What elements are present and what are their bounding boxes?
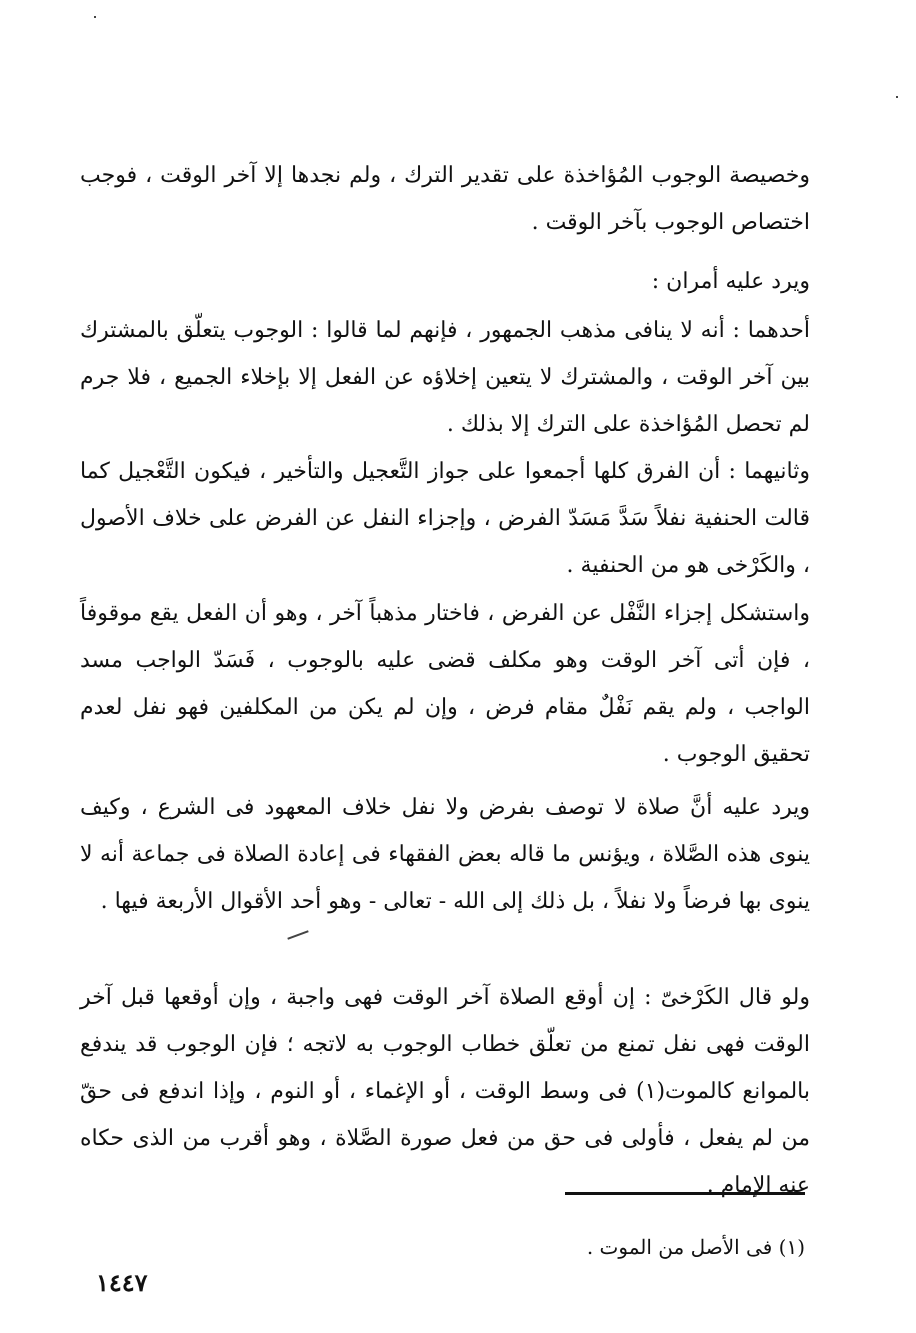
paragraph-4: وثانيهما : أن الفرق كلها أجمعوا على جواز التَّعجيل والتأخير ، فيكون التَّعْجيل كما قالت الحنفية نفلاً سَدَّ مَسَدّ الفرض ، وإجزاء النفل عن الفرض على خلاف الأصول ، والكَرْخى هو من الحنفية .	[80, 459, 811, 578]
footnote-divider	[565, 1192, 805, 1195]
scan-speck	[94, 16, 96, 18]
paragraph-3: أحدهما : أنه لا ينافى مذهب الجمهور ، فإنهم لما قالوا : الوجوب يتعلّق بالمشترك بين آخر الوقت ، والمشترك لا يتعين إخلاؤه عن الفعل إلا بإخلاء الجميع ، فلا جرم لم تحصل المُؤاخذة على الترك إلا بذلك .	[80, 318, 810, 437]
footnote: (١) فى الأصل من الموت .	[586, 1235, 805, 1259]
scan-stroke	[287, 930, 308, 939]
paragraph-2: ويرد عليه أمران :	[651, 269, 810, 294]
paragraph-7: ولو قال الكَرْخىّ : إن أوقع الصلاة آخر الوقت فهى واجبة ، وإن أوقعها قبل آخر الوقت فهى نفل تمنع من تعلّق خطاب الوجوب به لاتجه ؛ فإن الوجوب قد يندفع بالموانع كالموت(١) فى وسط الوقت ، أو الإغماء ، أو النوم ، وإذا اندفع فى حقّ من لم يفعل ، فأولى فى حق من فعل صورة الصَّلاة ، وهو أقرب من الذى حكاه عنه الإمام .	[80, 985, 810, 1198]
page-number: ١٤٤٧	[96, 1268, 148, 1297]
scan-speck	[896, 96, 898, 98]
paragraph-1: وخصيصة الوجوب المُؤاخذة على تقدير الترك ، ولم نجدها إلا آخر الوقت ، فوجب اختصاص الوجوب بآخر الوقت .	[80, 163, 810, 235]
paragraph-6: ويرد عليه أنَّ صلاة لا توصف بفرض ولا نفل خلاف المعهود فى الشرع ، وكيف ينوى هذه الصَّلاة ، ويؤنس ما قاله بعض الفقهاء فى إعادة الصلاة فى جماعة أنه لا ينوى بها فرضاً ولا نفلاً ، بل ذلك إلى الله - تعالى - وهو أحد الأقوال الأربعة فيها .	[80, 795, 810, 914]
paragraph-5: واستشكل إجزاء النَّفْل عن الفرض ، فاختار مذهباً آخر ، وهو أن الفعل يقع موقوفاً ، فإن أتى آخر الوقت وهو مكلف قضى عليه بالوجوب ، فَسَدّ الواجب مسد الواجب ، ولم يقم نَفْلٌ مقام فرض ، وإن لم يكن من المكلفين فهو نفل لعدم تحقيق الوجوب .	[80, 601, 811, 767]
